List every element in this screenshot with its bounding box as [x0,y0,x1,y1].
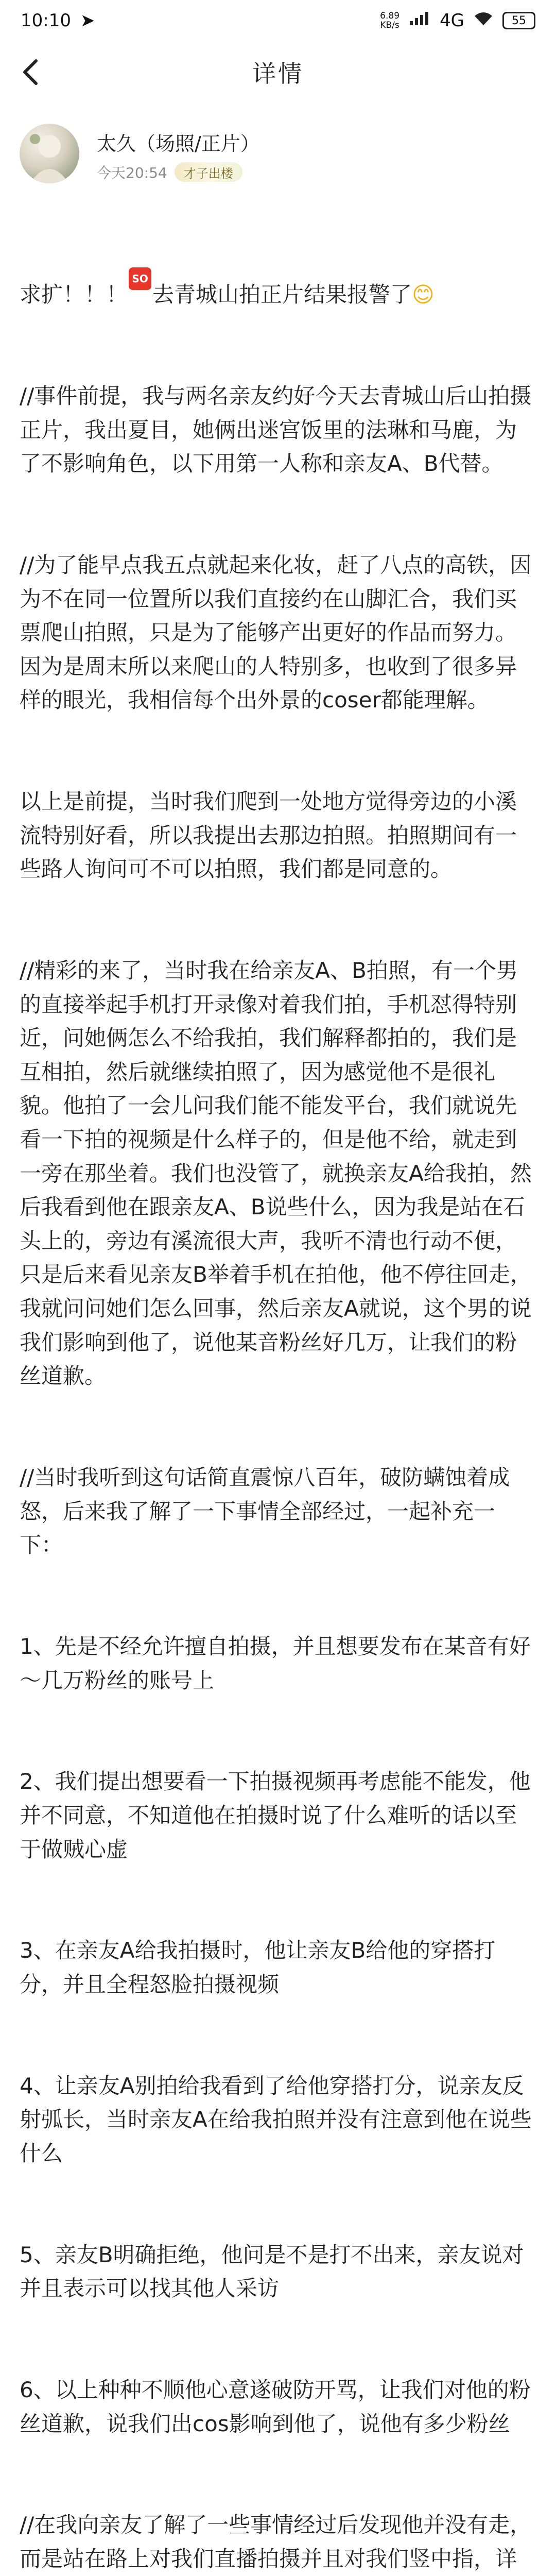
post-paragraph: 4、让亲友A别拍给我看到了给他穿搭打分，说亲友反射弧长，当时亲友A在给我拍照并没有注意到他在说些什么 [20,2073,532,2166]
post-paragraph: 以上是前提，当时我们爬到一处地方觉得旁边的小溪流特别好看，所以我提出去那边拍照。拍照期间有一些路人询问可不可以拍照，我们都是同意的。 [20,789,517,882]
status-time: 10:10 [21,10,71,31]
battery-icon: 55 [502,12,535,29]
post-paragraph: //精彩的来了，当时我在给亲友A、B拍照，有一个男的直接举起手机打开录像对着我们拍，手机怼得特别近，问她俩怎么不给我拍，我们解释都拍的，我们是互相拍，然后就继续拍照了，因为感觉他不是很礼貌。他拍了一会儿问我们能不能发平台，我们就说先看一下拍的视频是什么样子的，但是他不给，就走到一旁在那坐着。我们也没管了，就换亲友A给我拍，然后我看到他在跟亲友A、B说些什么，因为我是站在石头上的，旁边有溪流很大声，我听不清也行动不便，只是后来看见亲友B举着手机在拍他，他不停往回走，我就问问她们怎么回事，然后亲友A就说，这个男的说我们影响到他了，说他某音粉丝好几万，让我们的粉丝道歉。 [20,958,532,1389]
post-paragraph: //为了能早点我五点就起来化妆，赶了八点的高铁，因为不在同一位置所以我们直接约在山脚汇合，我们买票爬山拍照，只是为了能够产出更好的作品而努力。因为是周末所以来爬山的人特别多，也收到了很多异样的眼光，我相信每个出外景的coser都能理解。 [20,552,532,713]
network-type: 4G [440,10,464,31]
wifi-icon [474,10,493,31]
post-paragraph: 5、亲友B明确拒绝，他问是不是打不出来，亲友说对并且表示可以找其他人采访 [20,2242,524,2301]
nav-bar [0,41,556,103]
author-name[interactable]: 太久（场照/正片） [97,132,260,155]
signal-icon [409,10,430,31]
post-paragraph: 1、先是不经允许擅自拍摄，并且想要发布在某音有好～几万粉丝的账号上 [20,1633,531,1693]
post-paragraph: 求扩！！！SOS 去青城山拍正片结果报警了😊 [20,267,536,312]
author-meta [97,162,242,182]
post-time: 今天20:54 [97,164,167,181]
author-badge: 才子出楼 [175,162,242,182]
smile-emoji-icon: 😊 [412,282,435,308]
avatar-image [20,124,79,183]
post-paragraph: 2、我们提出想要看一下拍摄视频再考虑能不能发，他并不同意，不知道他在拍摄时说了什么难听的话以至于做贼心虚 [20,1769,531,1862]
avatar[interactable] [20,124,79,183]
net-speed: 6.89 KB/s [380,11,400,30]
location-icon: ➤ [80,10,95,31]
post-paragraph: 6、以上种种不顺他心意遂破防开骂，让我们对他的粉丝道歉，说我们出cos影响到他了，说他有多少粉丝 [20,2377,531,2436]
status-bar [0,0,556,41]
sos-icon: SOS [129,267,151,290]
author-row [20,118,536,196]
back-button[interactable] [11,52,53,93]
post-paragraph: //在我向亲友了解了一些事情经过后发现他并没有走，而是站在路上对我们直播拍摄并且对我们竖中指，详 [20,2512,532,2571]
post-paragraph: //当时我听到这句话简直震惊八百年，破防螨蚀着成怒，后来我了解了一下事情全部经过，一起补充一下： [20,1464,510,1558]
chevron-left-icon [11,52,53,93]
post-body [20,200,536,2576]
post-paragraph: //事件前提，我与两名亲友约好今天去青城山后山拍摄正片，我出夏目，她俩出迷宫饭里的法琳和马鹿，为了不影响角色，以下用第一人称和亲友A、B代替。 [20,383,532,477]
post-paragraph: 3、在亲友A给我拍摄时，他让亲友B给他的穿搭打分，并且全程怒脸拍摄视频 [20,1938,496,1997]
page-title: 详情 [252,60,304,88]
